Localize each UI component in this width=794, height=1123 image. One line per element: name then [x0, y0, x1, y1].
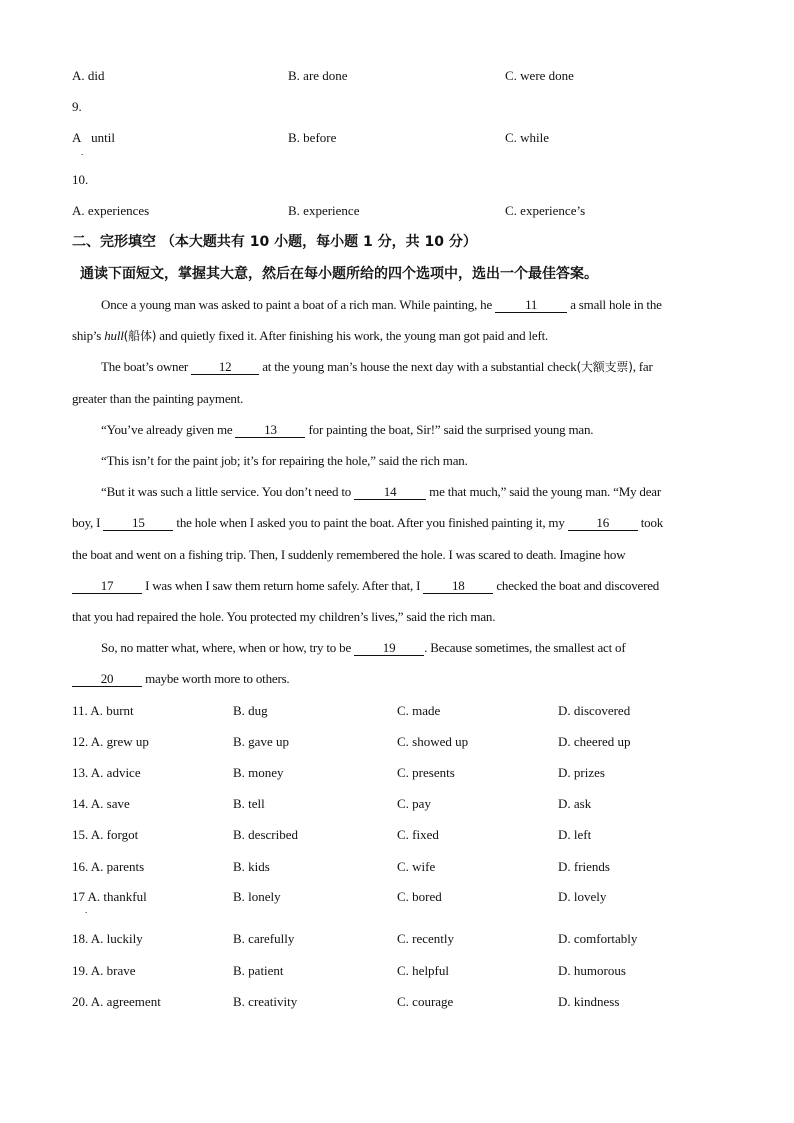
passage-line: ship’s hull(船体) and quietly fixed it. After finishing his work, the young man got paid and left.	[72, 328, 549, 343]
option-c: C. presents	[397, 765, 455, 780]
blank-20: 20	[72, 671, 142, 687]
option-b: B. described	[233, 827, 298, 842]
option-b: B. dug	[233, 703, 268, 718]
hull-word: hull	[104, 328, 124, 343]
option-d: D. discovered	[558, 703, 631, 718]
options-row-20	[72, 993, 722, 1011]
passage-line: 20 maybe worth more to others.	[72, 670, 722, 688]
blank-13: 13	[235, 422, 305, 438]
option-a: 12. A. grew up	[72, 734, 149, 749]
option-b: B. creativity	[233, 994, 298, 1009]
q9-option-a-letter: A	[72, 130, 82, 145]
blank-18: 18	[423, 578, 493, 594]
option-a: 16. A. parents	[72, 859, 145, 874]
options-row-17	[72, 888, 722, 915]
option-b: B. patient	[233, 963, 284, 978]
option-b: B. lonely	[233, 889, 281, 904]
section-title: 二、完形填空 （本大题共有 10 小题，每小题 1 分，共 10 分）	[72, 234, 477, 250]
passage-line: that you had repaired the hole. You protected my children’s lives,” said the rich man.	[72, 609, 496, 624]
option-d: D. humorous	[558, 963, 626, 978]
option-c: C. showed up	[397, 734, 469, 749]
option-c: C. bored	[397, 889, 442, 904]
q10-option-a: A. experiences	[72, 203, 150, 218]
q8-option-c: C. were done	[505, 68, 574, 83]
dot-mark: .	[85, 905, 88, 915]
passage-line: “This isn’t for the paint job; it’s for repairing the hole,” said the rich man.	[101, 453, 468, 468]
option-c: C. wife	[397, 859, 436, 874]
option-d: D. kindness	[558, 994, 620, 1009]
options-row-18	[72, 930, 722, 948]
options-row-14	[72, 795, 722, 813]
dot-mark: .	[81, 147, 84, 157]
option-a: 13. A. advice	[72, 765, 141, 780]
q8-option-b: B. are done	[288, 68, 348, 83]
q9-options	[72, 129, 722, 157]
q10-option-b: B. experience	[288, 203, 360, 218]
option-a: 18. A. luckily	[72, 931, 143, 946]
section-instruction: 通读下面短文，掌握其大意，然后在每小题所给的四个选项中，选出一个最佳答案。	[80, 266, 598, 282]
option-c: C. made	[397, 703, 441, 718]
option-a: 19. A. brave	[72, 963, 136, 978]
blank-11: 11	[495, 297, 567, 313]
option-c: C. pay	[397, 796, 431, 811]
option-b: B. tell	[233, 796, 265, 811]
q9-number: 9.	[72, 99, 82, 114]
option-d: D. ask	[558, 796, 592, 811]
option-d: D. lovely	[558, 889, 607, 904]
option-b: B. money	[233, 765, 284, 780]
passage-line: “You’ve already given me 13 for painting the boat, Sir!” said the surprised young man.	[101, 422, 594, 437]
q8-option-a: A. did	[72, 68, 105, 83]
blank-19: 19	[354, 640, 424, 656]
option-b: B. carefully	[233, 931, 295, 946]
options-row-11	[72, 702, 722, 720]
option-a: 11. A. burnt	[72, 703, 134, 718]
option-a: 15. A. forgot	[72, 827, 139, 842]
options-row-19	[72, 962, 722, 980]
option-c: C. helpful	[397, 963, 449, 978]
option-d: D. left	[558, 827, 592, 842]
check-translation: (大额支票)	[576, 360, 633, 374]
q9-option-c: C. while	[505, 130, 550, 145]
options-row-15	[72, 826, 722, 844]
options-row-13	[72, 764, 722, 782]
q9-option-a	[72, 129, 115, 147]
option-a: 20. A. agreement	[72, 994, 161, 1009]
blank-15: 15	[103, 515, 173, 531]
q10-option-c: C. experience’s	[505, 203, 586, 218]
option-c: C. recently	[397, 931, 455, 946]
option-a: 17 A. thankful	[72, 889, 147, 904]
option-c: C. fixed	[397, 827, 439, 842]
q9-option-b: B. before	[288, 130, 337, 145]
q8-options	[72, 67, 722, 85]
q9-option-a-text: until	[91, 130, 115, 145]
option-a: 14. A. save	[72, 796, 130, 811]
options-row-12	[72, 733, 722, 751]
option-d: D. prizes	[558, 765, 605, 780]
blank-17: 17	[72, 578, 142, 594]
q10-number: 10.	[72, 172, 89, 187]
option-b: B. kids	[233, 859, 270, 874]
option-d: D. cheered up	[558, 734, 631, 749]
hull-translation: (船体)	[123, 329, 157, 343]
passage-line: boy, I 15 the hole when I asked you to paint the boat. After you finished painting it, my 16 took	[72, 515, 664, 530]
option-d: D. comfortably	[558, 931, 638, 946]
option-c: C. courage	[397, 994, 454, 1009]
blank-14: 14	[354, 484, 426, 500]
option-d: D. friends	[558, 859, 610, 874]
option-b: B. gave up	[233, 734, 289, 749]
passage-line: Once a young man was asked to paint a boat of a rich man. While painting, he 11 a small hole in the	[101, 297, 662, 312]
passage-line: the boat and went on a fishing trip. Then, I suddenly remembered the hole. I was scared to death. Imagine how	[72, 547, 626, 562]
q10-options	[72, 202, 722, 220]
passage-line: “But it was such a little service. You don’t need to 14 me that much,” said the young man. “My dear	[101, 484, 662, 499]
passage-line: So, no matter what, where, when or how, try to be 19 . Because sometimes, the smallest act of	[101, 640, 626, 655]
passage-line: The boat’s owner 12 at the young man’s house the next day with a substantial check(大额支票), far	[101, 359, 653, 374]
blank-16: 16	[568, 515, 638, 531]
options-row-16	[72, 858, 722, 876]
blank-12: 12	[191, 359, 259, 375]
passage-line: 17 I was when I saw them return home safely. After that, I 18 checked the boat and discovered	[72, 577, 722, 595]
passage-line: greater than the painting payment.	[72, 391, 244, 406]
